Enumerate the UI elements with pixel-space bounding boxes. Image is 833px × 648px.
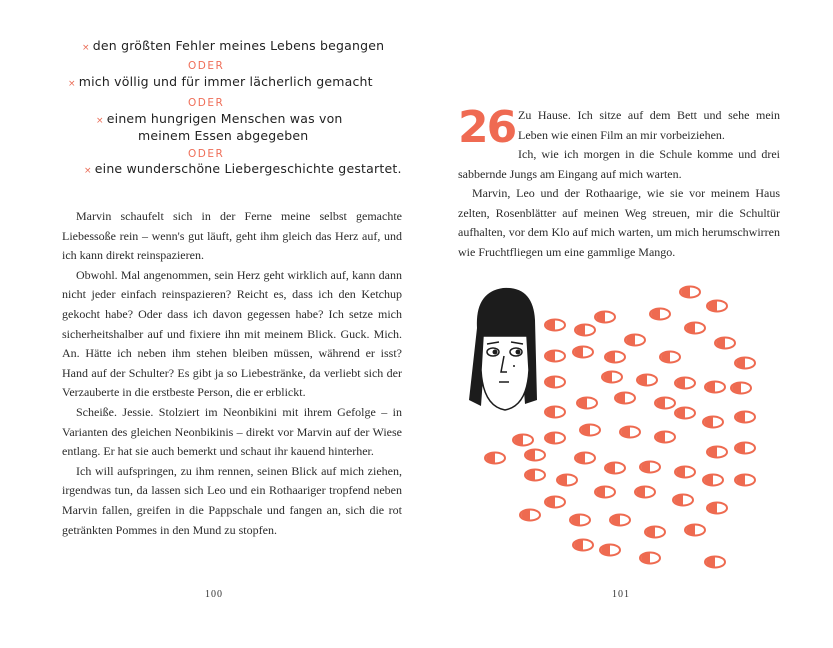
left-page: [0, 0, 416, 648]
page-number-right: 101: [612, 589, 630, 600]
paragraph: Marvin, Leo und der Rothaarige, wie sie vor meinem Haus zelten, Rosenblätter auf meinen Weg streuen, mir die Schultür aufhalten, vor dem Klo auf mich warten, um mich herumschwirren wie Fruchtfliegen um eine gammlige Mango.: [458, 186, 780, 259]
girl-face-icon: [469, 288, 537, 410]
right-body-text: [458, 145, 780, 263]
handwritten-text: einem hungrigen Menschen was von: [106, 111, 343, 126]
cross-bullet-icon: ×: [82, 43, 90, 53]
cross-bullet-icon: ×: [84, 166, 92, 176]
right-body-text-wrapped: [518, 106, 780, 145]
paragraph: Scheiße. Jessie. Stolziert im Neonbikini mit ihrem Gefolge – in Varianten des gleichen Neonbikinis – direkt vor Marvin auf der Wiese entlang. Er hat sie auch bemerkt und schaut ihr kauend hinterher.: [62, 404, 402, 459]
cross-bullet-icon: ×: [68, 79, 76, 89]
paragraph: Marvin schaufelt sich in der Ferne meine selbst gemachte Liebessoße rein – wenn's gut läuft, geht ihm gleich das Herz auf, und ich kann direkt reinspazieren.: [62, 209, 402, 263]
cross-bullet-icon: ×: [96, 116, 104, 126]
page-number-left: 100: [205, 589, 223, 600]
oder-separator: ODER: [188, 97, 225, 109]
oder-separator: ODER: [188, 60, 225, 72]
chapter-number: 26: [458, 102, 516, 153]
paragraph: Ich will aufspringen, zu ihm rennen, seinen Blick auf mich ziehen, irgendwas tun, da lassen sich Leo und ein Rothaariger tropfend neben Marvin fallen, greifen in die Pappschale und fangen an, sich die rot getränkten Pommes in den Mund zu stopfen.: [62, 463, 402, 537]
left-body-text: [62, 207, 402, 540]
handwritten-item-4: [84, 161, 402, 176]
handwritten-item-2: [68, 74, 373, 89]
paragraph: Zu Hause. Ich sitze auf dem Bett und sehe mein Leben wie einen Film an mir vorbeiziehen.: [518, 108, 780, 142]
handwritten-text: eine wunderschöne Liebergeschichte gestartet.: [94, 161, 402, 176]
handwritten-item-3-line2: meinem Essen abgegeben: [138, 128, 309, 143]
paragraph: Obwohl. Mal angenommen, sein Herz geht wirklich auf, kann dann nicht jeder einfach reinspazieren? Reicht es, dass ich den Ketchup gekocht habe? Oder dass ich davon gegessen habe? Ich setze mich sicherheitshalber auf und fixiere ihn mit meinem Blick. Guck. Mich. An. Hätte ich neben ihm stehen bleiben müssen, während er isst? Hand auf der Schulter? Es gibt ja so Liebestränke, da verliebt sich der Verzauberte in die erstbeste Person, die er erblickt.: [62, 267, 402, 400]
oder-separator: ODER: [188, 148, 225, 160]
handwritten-text: mich völlig und für immer lächerlich gemacht: [78, 74, 373, 89]
paragraph: Ich, wie ich morgen in die Schule komme und drei sabbernde Jungs am Eingang auf mich warten.: [458, 147, 780, 181]
handwritten-item-1: [82, 38, 384, 53]
illustration-girl-with-eyes: [455, 270, 785, 580]
handwritten-text: den größten Fehler meines Lebens begangen: [92, 38, 385, 53]
handwritten-item-3: [96, 111, 343, 126]
